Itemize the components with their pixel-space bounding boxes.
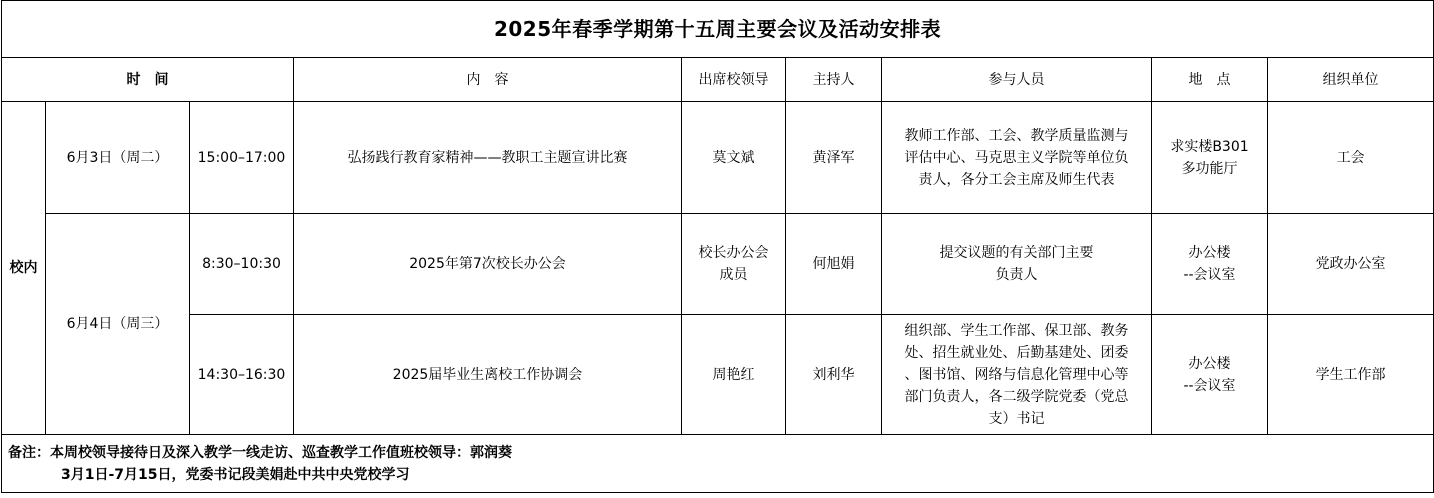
participants-line: 评估中心、马克思主义学院等单位负 [904, 149, 1129, 166]
header-leader: 出席校领导 [682, 58, 786, 102]
remarks-line-1: 备注：本周校领导接待日及深入教学一线走访、巡查教学工作值班校领导：郭润葵 [8, 444, 512, 461]
row-organizer: 工会 [1268, 102, 1434, 214]
row-host: 何旭娟 [786, 214, 882, 315]
location-line: 办公楼 [1188, 355, 1231, 372]
row-host: 黄泽军 [786, 102, 882, 214]
header-time: 时 间 [2, 58, 294, 102]
row-participants [882, 102, 1152, 214]
page-title: 2025年春季学期第十五周主要会议及活动安排表 [2, 1, 1434, 58]
row-date: 6月3日（周二） [46, 102, 190, 214]
participants-line: 部门负责人，各二级学院党委（党总 [904, 388, 1129, 405]
participants-line: 、图书馆、网络与信息化管理中心等 [904, 366, 1129, 383]
leader-line: 成员 [719, 267, 748, 283]
row-leader: 莫文斌 [682, 102, 786, 214]
row-location [1152, 315, 1268, 435]
header-host: 主持人 [786, 58, 882, 102]
header-participants: 参与人员 [882, 58, 1152, 102]
row-host: 刘利华 [786, 315, 882, 435]
location-line: --会议室 [1183, 267, 1236, 283]
row-organizer: 学生工作部 [1268, 315, 1434, 435]
participants-line: 组织部、学生工作部、保卫部、教务 [904, 322, 1129, 339]
participants-line: 处、招生就业处、后勤基建处、团委 [904, 344, 1129, 361]
row-organizer: 党政办公室 [1268, 214, 1434, 315]
location-line: --会议室 [1183, 377, 1236, 394]
participants-line: 负责人 [995, 267, 1038, 283]
header-row [2, 58, 1434, 102]
row-time: 15:00–17:00 [190, 102, 294, 214]
location-line: 求实楼B301 [1170, 138, 1249, 155]
row-participants [882, 214, 1152, 315]
location-line: 办公楼 [1188, 245, 1231, 261]
row-time: 14:30–16:30 [190, 315, 294, 435]
header-content: 内 容 [294, 58, 682, 102]
row-location [1152, 214, 1268, 315]
participants-line: 提交议题的有关部门主要 [939, 245, 1094, 261]
campus-label: 校内 [2, 102, 46, 435]
table-row [2, 315, 1434, 435]
remarks-line-2: 3月1日-7月15日，党委书记段美娟赴中共中央党校学习 [61, 466, 410, 483]
row-time: 8:30–10:30 [190, 214, 294, 315]
row-content: 2025届毕业生离校工作协调会 [294, 315, 682, 435]
participants-line: 教师工作部、工会、教学质量监测与 [904, 127, 1129, 144]
location-line: 多功能厅 [1181, 160, 1238, 177]
header-organizer: 组织单位 [1268, 58, 1434, 102]
row-leader: 周艳红 [682, 315, 786, 435]
row-content: 弘扬践行教育家精神——教职工主题宣讲比赛 [294, 102, 682, 214]
row-location [1152, 102, 1268, 214]
table-row [2, 102, 1434, 214]
row-date: 6月4日（周三） [46, 214, 190, 435]
table-row [2, 214, 1434, 315]
participants-line: 支）书记 [988, 410, 1045, 427]
row-content: 2025年第7次校长办公会 [294, 214, 682, 315]
participants-line: 责人，各分工会主席及师生代表 [918, 171, 1115, 188]
remarks [2, 435, 1434, 493]
schedule-table [1, 0, 1434, 493]
row-participants [882, 315, 1152, 435]
leader-line: 校长办公会 [698, 245, 769, 261]
row-leader [682, 214, 786, 315]
header-location: 地 点 [1152, 58, 1268, 102]
remarks-row [2, 435, 1434, 493]
